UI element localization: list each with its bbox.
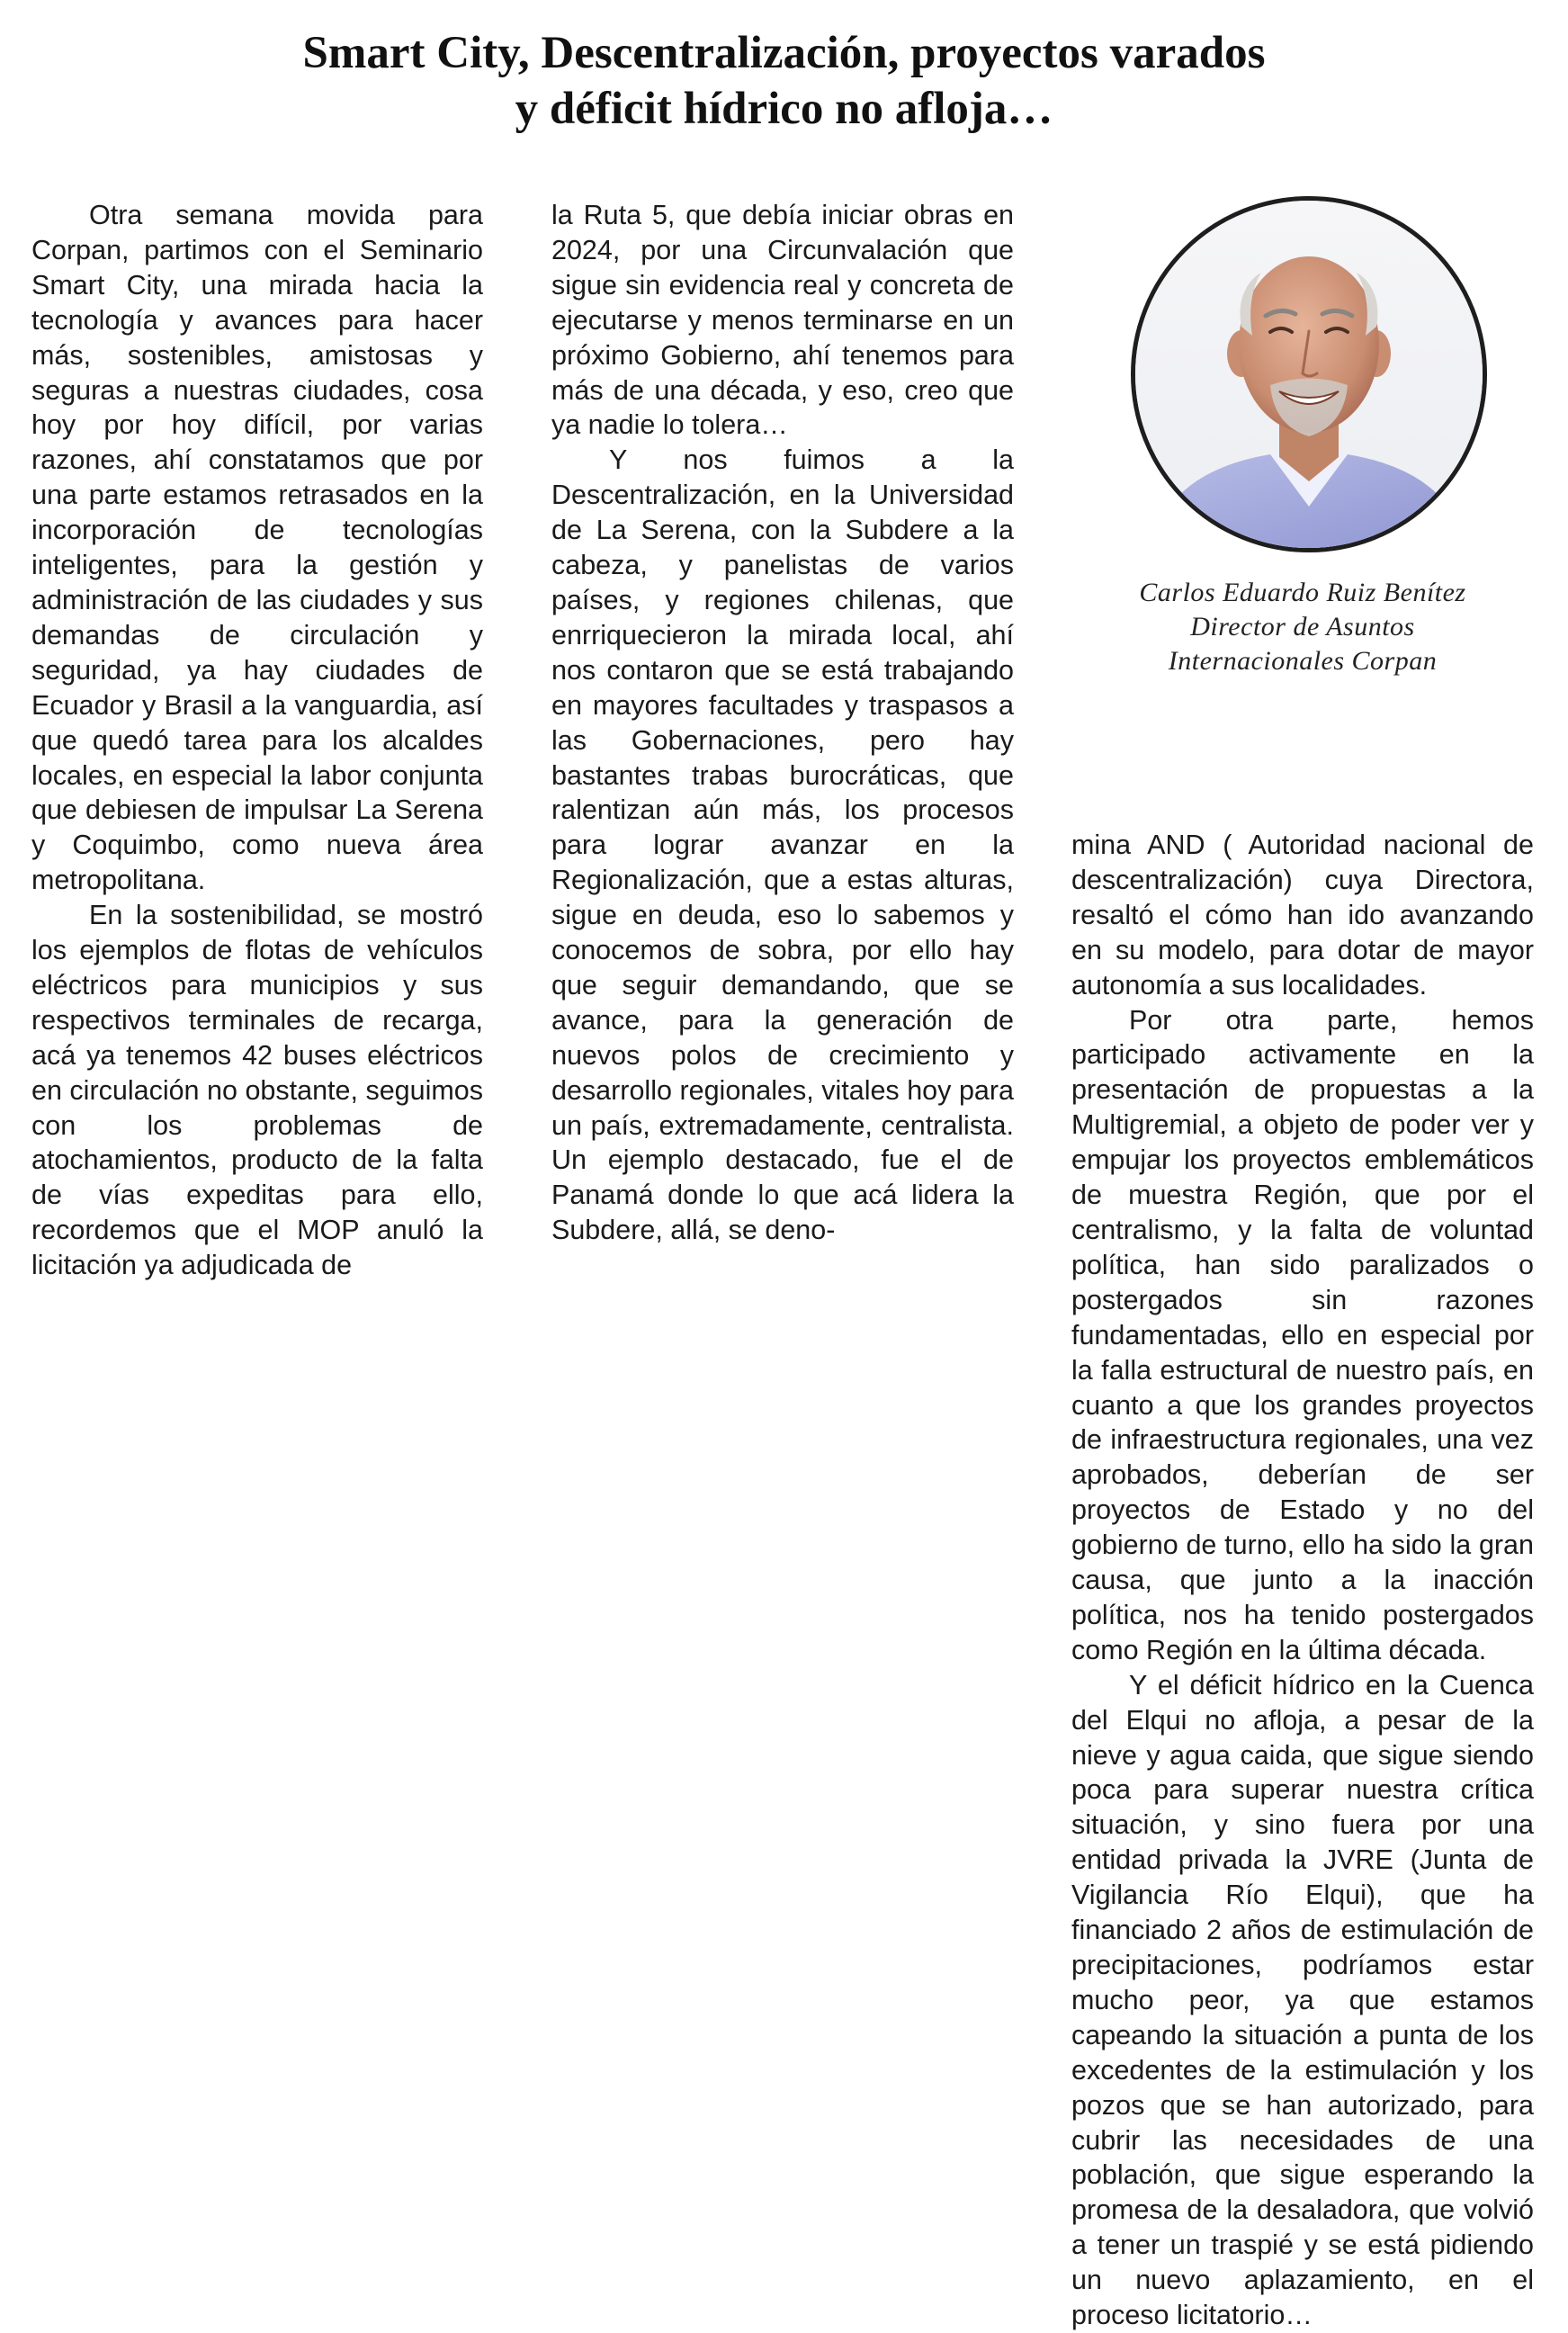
- paragraph-descentralizacion: Y nos fuimos a la Descentralización, en la Universidad de La Serena, con la Subdere a la cabeza, y panelistas de varios países, y regiones chilenas, que enrriquecieron la mirada local, ahí nos contaron que se está trabajando en mayores facultades y traspasos a las Gobernaciones, pero hay bastantes trabas burocráticas, que ralentizan aún más, los procesos para lograr avanzar en la Regionalización, que a estas alturas, sigue en deuda, eso lo sabemos y conocemos de sobra, por ello hay que seguir demandando, que se avance, para la generación de nuevos polos de crecimiento y desarrollo regionales, vitales hoy para un país, extremadamente, centralista. Un ejemplo destacado, fue el de Panamá donde lo que acá lidera la Subdere, allá, se deno-: [551, 444, 1014, 1246]
- author-role-line-2: Internacionales Corpan: [1168, 646, 1438, 676]
- author-name: Carlos Eduardo Ruiz Benítez: [1139, 578, 1466, 607]
- article-headline: [0, 25, 1568, 137]
- paragraph-intro: Otra semana movida para Corpan, partimos con el Seminario Smart City, una mirada hacia la tecnología y avances para hacer más, sostenibles, amistosas y seguras a nuestras ciudades, cosa hoy por hoy difícil, por varias razones, ahí constatamos que por una parte estamos retrasados en la incorporación de tecnologías inteligentes, para la gestión y administración de las ciudades y sus demandas de circulación y seguridad, ya hay ciudades de Ecuador y Brasil a la vanguardia, así que quedó tarea para los alcaldes locales, en especial la labor conjunta que debiesen de impulsar La Serena y Coquimbo, como nueva área metropolitana.: [31, 200, 483, 896]
- paragraph-deficit-hidrico: Y el déficit hídrico en la Cuenca del Elqui no afloja, a pesar de la nieve y agua caida, que sigue siendo poca para superar nuestra crítica situación, y sino fuera por una entidad privada la JVRE (Junta de Vigilancia Río Elqui), que ha financiado 2 años de estimulación de precipitaciones, podríamos estar mucho peor, ya que estamos capeando la situación a punta de los excedentes de la estimulación y los pozos que se han autorizado, para cubrir las necesidades de una población, que sigue esperando la promesa de la desaladora, que volvió a tener un traspié y se está pidiendo un nuevo aplazamiento, en el proceso licitatorio…: [1071, 1669, 1534, 2331]
- author-portrait-image: [1135, 201, 1483, 548]
- paragraph-and-continued: mina AND ( Autoridad nacional de descentralización) cuya Directora, resaltó el cómo han ido avanzando en su modelo, para dotar de mayor autonomía a sus localidades.: [1071, 830, 1534, 1000]
- paragraph-ruta5-continued: la Ruta 5, que debía iniciar obras en 2024, por una Circunvalación que sigue sin evidencia real y concreta de ejecutarse y menos terminarse en un próximo Gobierno, ahí tenemos para más de una década, y eso, creo que ya nadie lo tolera…: [551, 200, 1014, 441]
- paragraph-sostenibilidad: En la sostenibilidad, se mostró los ejemplos de flotas de vehículos eléctricos para municipios y sus respectivos terminales de recarga, acá ya tenemos 42 buses eléctricos en circulación no obstante, seguimos con los problemas de atochamientos, producto de la falta de vías expeditas para ello, recordemos que el MOP anuló la licitación ya adjudicada de: [31, 900, 483, 1281]
- paragraph-multigremial: Por otra parte, hemos participado activamente en la presentación de propuestas a la Multigremial, a objeto de poder ver y empujar los proyectos emblemáticos de muestra Región, que por el centralismo, y la falta de voluntad política, han sido paralizados o postergados sin razones fundamentadas, ello en especial por la falla estructural de nuestro país, en cuanto a que los grandes proyectos de infraestructura regionales, una vez aprobados, deberían de ser proyectos de Estado y no del gobierno de turno, ello ha sido la gran causa, que junto a la inacción política, nos ha tenido postergados como Región en la última década.: [1071, 1004, 1534, 1665]
- author-caption: [1071, 576, 1534, 678]
- author-portrait: [1131, 196, 1487, 552]
- headline-line-2: y déficit hídrico no afloja…: [515, 84, 1053, 134]
- text-column-2: [551, 198, 1014, 1248]
- text-column-3: [1071, 828, 1534, 2333]
- headline-line-1: Smart City, Descentralización, proyectos varados: [302, 28, 1266, 78]
- author-role-line-1: Director de Asuntos: [1190, 612, 1415, 642]
- text-column-1: [31, 198, 483, 1283]
